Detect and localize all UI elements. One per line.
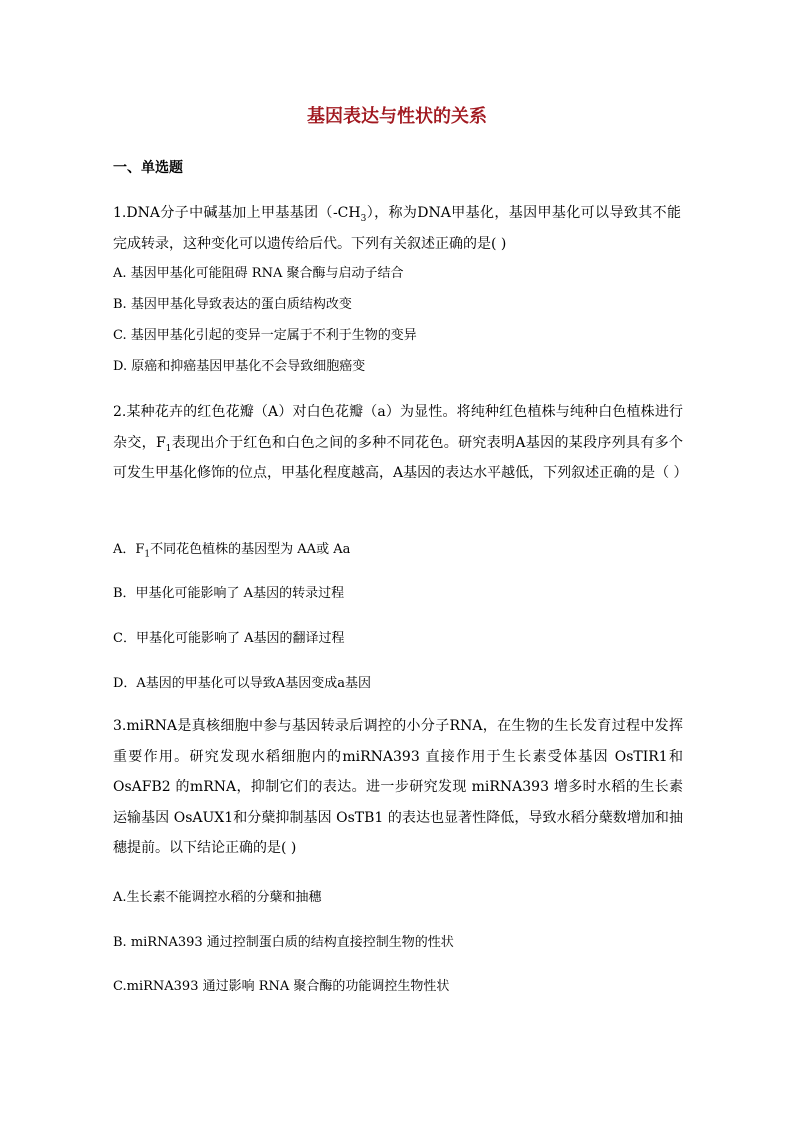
question-2-option-a: A．$F_1$不同花色植株的基因型为 AA或 Aa — [113, 542, 351, 560]
question-3-option-c: C.miRNA393 通过影响 RNA 聚合酶的功能调控生物性状 — [113, 979, 450, 994]
question-1-option-b: B. 基因甲基化导致表达的蛋白质结构改变 — [113, 297, 352, 312]
question-stem-text: 表现出介于红色和白色之间的多种不同花色。研究表明A基因的某段序列具有多个可发生甲基化修饰的位点，甲基化程度越高，A基因的表达水平越低，下列叙述正确的是（ ） — [113, 434, 688, 481]
question-3-option-a: A.生长素不能调控水稻的分蘖和抽穗 — [113, 890, 322, 905]
section-heading: 一、单选题 — [113, 160, 183, 176]
question-number: 3. — [113, 718, 127, 734]
question-2-option-c: C．甲基化可能影响了 A基因的翻译过程 — [113, 631, 345, 646]
question-1-stem — [113, 198, 681, 259]
question-number: 2. — [113, 404, 127, 420]
question-1-option-c: C. 基因甲基化引起的变异一定属于不利于生物的变异 — [113, 328, 417, 343]
question-1-option-d: D. 原癌和抑癌基因甲基化不会导致细胞癌变 — [113, 359, 366, 374]
subscript: 1 — [144, 549, 151, 560]
question-number: 1. — [113, 205, 127, 221]
question-2-option-b: B．甲基化可能影响了 A基因的转录过程 — [113, 586, 345, 601]
document-title: 基因表达与性状的关系 — [307, 106, 487, 127]
question-2-option-d: D．A基因的甲基化可以导致A基因变成a基因 — [113, 676, 371, 691]
question-1-option-a: A. 基因甲基化可能阻碍 RNA 聚合酶与启动子结合 — [113, 266, 404, 281]
question-stem-text: miRNA是真核细胞中参与基因转录后调控的小分子RNA，在生物的生长发育过程中发挥重要作用。研究发现水稻细胞内的miRNA393 直接作用于生长素受体基因 OsTIR1和 OsAFB2 的mRNA，抑制它们的表达。进一步研究发现 miRNA393 增多时水稻的生长素运输基因 OsAUX1和分蘖抑制基因 OsTB1 的表达也显著性降低，导致水稻分蘖数增加和抽穗提前。以下结论正确的是( ) — [113, 718, 683, 856]
question-2-stem — [113, 397, 688, 489]
subscript: 1 — [165, 443, 172, 454]
subscript: 3 — [360, 213, 367, 224]
question-stem-text: ），称为DNA甲基化，基因甲基化可以导致其不能完成转录，这种变化可以遗传给后代。下列有关叙述正确的是( ) — [113, 205, 681, 252]
question-stem-text: DNA分子中碱基加上甲基基团（-CH — [126, 205, 361, 221]
question-stem-text: 某种花卉的红色花瓣（A）对白色花瓣（a）为显性。将纯种红色植株与纯种白色植株进行杂交，F — [113, 404, 683, 451]
question-3-option-b: B. miRNA393 通过控制蛋白质的结构直接控制生物的性状 — [113, 935, 454, 950]
question-3-stem — [113, 711, 683, 864]
